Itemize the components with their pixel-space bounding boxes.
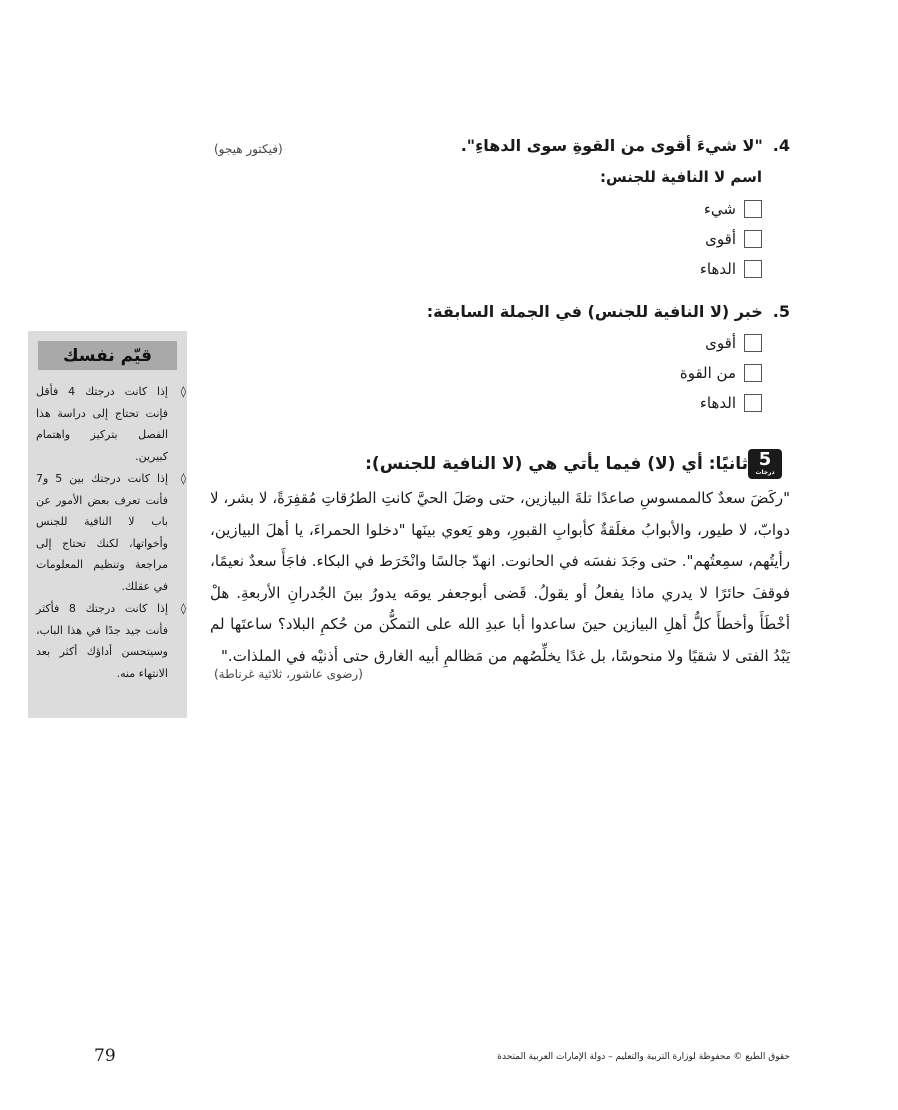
copyright-notice: حقوق الطبع © محفوظة لوزارة التربية والتعليم – دولة الإمارات العربية المتحدة xyxy=(497,1052,790,1062)
question-5 xyxy=(427,302,790,321)
q5-option-1[interactable] xyxy=(699,332,762,354)
question-4-subtitle: اسم لا النافية للجنس: xyxy=(600,168,762,186)
q5-option-3[interactable] xyxy=(694,392,762,414)
reading-passage: "ركَضَ سعدٌ كالممسوسِ صاعدًا تلةَ البيازين، حتى وصَلَ الحيَّ كانتِ الطرُقاتِ مُقفِرَةً، لا بشر، لا دوابّ، لا طيور، والأبوابُ مغلَقةٌ كأبوابِ القبورِ، وهو يَعوي بينَها "دخلوا الحمراءَ، يا أهلَ البيازين، رأيتُهم، سمِعتُهم". حتى وجَدَ نفسَه في الحانوت. انهدّ جالسًا وانْخَرَط في البكاء. فاجَأَ سعدٌ نعيمًا، فوقفَ حائرًا لا يدري ماذا يفعلُ أو يقولُ. قَضى أبوجعفر يومَه يدورُ بينَ الجُدرانِ الأربعةِ. هلْ أخْطَأَ وأخطأَ كلُّ أهلِ البيازين حينَ ساعدوا أبا عبدِ الله على التمكُّن من حُكمِ البلاد؟ ساعتَها لم يَبْدُ الفتى لا شقيًا ولا منحوسًا، بل غدًا يخلِّصُهم من مَظالمِ أبيه الغارق حتى أذنيْه في الملذات." xyxy=(210,489,790,665)
section-2-title-text: ثانيًا: أي (لا) فيما يأتي هي (لا النافية للجنس): xyxy=(365,454,748,474)
question-4-quote: "لا شيءَ أقوى من القوةِ سوى الدهاءِ". xyxy=(460,136,763,155)
q4-option-3-checkbox[interactable] xyxy=(744,260,762,278)
q5-option-3-label: الدهاء xyxy=(699,394,736,412)
section-2-title xyxy=(365,448,790,480)
q4-option-1-label: شيء xyxy=(703,200,736,218)
question-4-title xyxy=(461,136,790,155)
q5-option-3-checkbox[interactable] xyxy=(744,394,762,412)
q5-option-2-label: من القوة xyxy=(679,364,736,382)
q4-option-2-label: أقوى xyxy=(705,230,736,248)
q5-option-1-checkbox[interactable] xyxy=(744,334,762,352)
question-5-text: خبر (لا النافية للجنس) في الجملة السابقة: xyxy=(426,302,763,321)
sidebar-tip-1 xyxy=(36,381,184,467)
question-5-title xyxy=(427,302,790,321)
question-4 xyxy=(461,136,790,155)
q4-option-1-checkbox[interactable] xyxy=(744,200,762,218)
q4-option-1[interactable] xyxy=(698,198,762,220)
passage-credit: (رضوى عاشور، ثلاثية غرناطة) xyxy=(214,667,363,681)
q5-option-2-checkbox[interactable] xyxy=(744,364,762,382)
q4-option-3[interactable] xyxy=(694,258,762,280)
sidebar-tip-2-text: إذا كانت درجتك بين 5 و7 فأنت تعرف بعض الأمور عن باب لا النافية للجنس وأخواتها، لكنك تحتاج إلى مراجعة وتنظيم المعلومات في عقلك. xyxy=(36,472,168,593)
sidebar-tip-3 xyxy=(36,598,184,684)
score-value: 5 xyxy=(758,449,772,470)
q5-option-2[interactable] xyxy=(674,362,762,384)
q4-option-3-label: الدهاء xyxy=(699,260,736,278)
q5-option-1-label: أقوى xyxy=(705,334,736,352)
self-assessment-sidebar xyxy=(28,331,187,718)
score-unit: درجات xyxy=(755,469,775,476)
bullet-icon: ◊ xyxy=(180,602,186,615)
page-number: 79 xyxy=(94,1046,116,1066)
sidebar-title: قيّم نفسك xyxy=(38,341,177,370)
question-5-number: 5. xyxy=(772,302,790,321)
question-4-number: 4. xyxy=(772,136,790,155)
q4-option-2[interactable] xyxy=(699,228,762,250)
q4-option-2-checkbox[interactable] xyxy=(744,230,762,248)
sidebar-tip-3-text: إذا كانت درجتك 8 فأكثر فأنت جيد جدًا في هذا الباب، وسيتحسن أداؤك أكثر بعد الانتهاء منه. xyxy=(36,602,169,680)
sidebar-tip-1-text: إذا كانت درجتك 4 فأقل فإنت تحتاج إلى دراسة هذا الفصل بتركيز واهتمام كبيرين. xyxy=(36,385,168,463)
bullet-icon: ◊ xyxy=(180,472,186,485)
sidebar-tip-2 xyxy=(36,468,184,597)
question-4-credit: (فيكتور هيجو) xyxy=(214,142,283,156)
bullet-icon: ◊ xyxy=(180,385,186,398)
score-badge xyxy=(748,449,782,479)
